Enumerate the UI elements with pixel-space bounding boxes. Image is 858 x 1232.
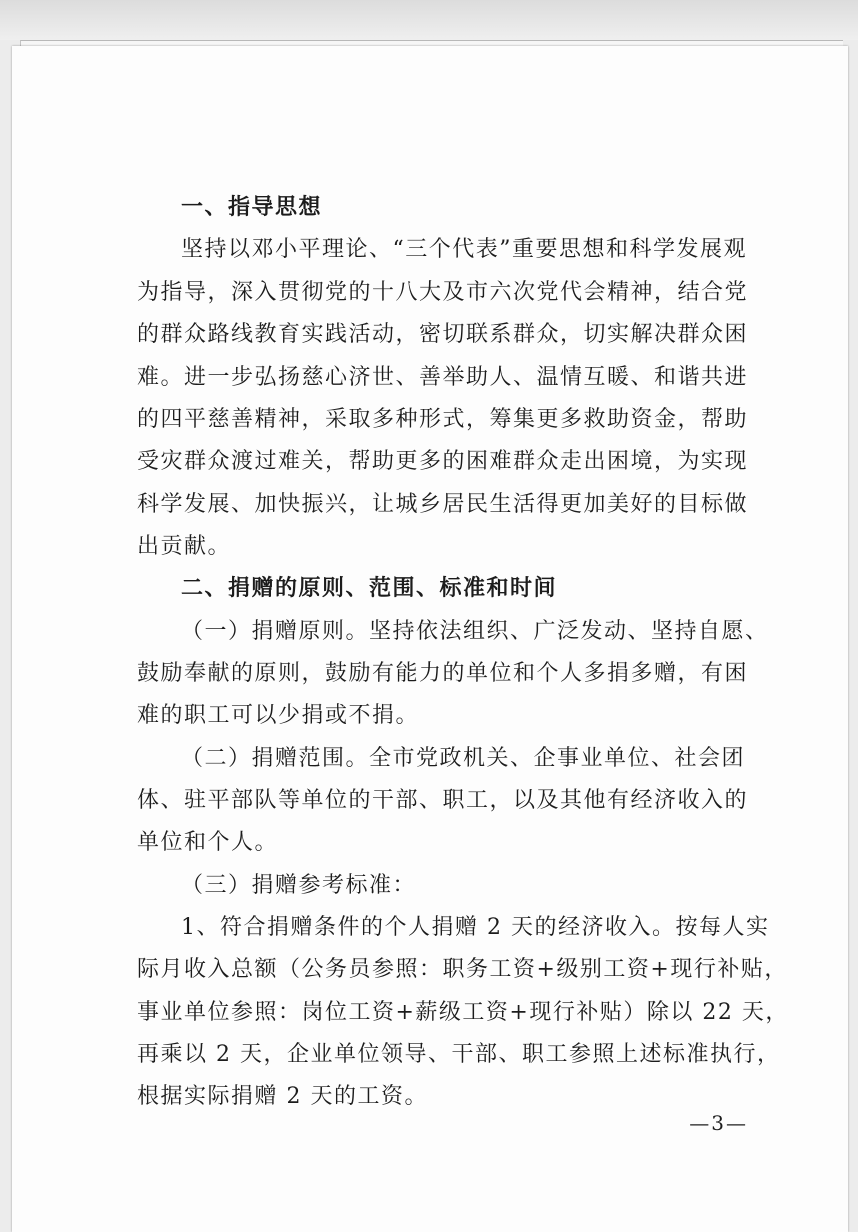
section-heading-guiding-ideology: 一、指导思想 (181, 195, 323, 220)
paragraph-line: 1、符合捐赠条件的个人捐赠 2 天的经济收入。按每人实 (181, 915, 770, 940)
subheading-reference-standard: （三）捐赠参考标准： (181, 873, 417, 898)
section-heading-donation-principles: 二、捐赠的原则、范围、标准和时间 (181, 576, 558, 601)
page-number: —3— (689, 1111, 748, 1135)
paragraph-line: 的四平慈善精神，采取多种形式，筹集更多救助资金，帮助 (137, 407, 749, 432)
paragraph-line: 科学发展、加快振兴，让城乡居民生活得更加美好的目标做 (137, 492, 749, 517)
paragraph-line: 难的职工可以少捐或不捐。 (137, 703, 420, 728)
paragraph-line: 出贡献。 (137, 534, 232, 559)
paragraph-line: （一）捐赠原则。坚持依法组织、广泛发动、坚持自愿、 (181, 619, 769, 644)
paragraph-line: 根据实际捐赠 2 天的工资。 (137, 1084, 428, 1109)
paragraph-line: 为指导，深入贯彻党的十八大及市六次党代会精神，结合党 (137, 280, 749, 305)
paragraph-line: 鼓励奉献的原则，鼓励有能力的单位和个人多捐多赠，有困 (137, 661, 749, 686)
paragraph-line: （二）捐赠范围。全市党政机关、企事业单位、社会团 (181, 746, 746, 771)
paragraph-line: 事业单位参照：岗位工资+薪级工资+现行补贴）除以 22 天， (137, 1000, 789, 1025)
paragraph-line: 难。进一步弘扬慈心济世、善举助人、温情互暖、和谐共进 (137, 365, 749, 390)
paragraph-line: 的群众路线教育实践活动，密切联系群众，切实解决群众困 (137, 322, 749, 347)
scanner-top-edge (0, 0, 858, 40)
paragraph-line: 坚持以邓小平理论、“三个代表”重要思想和科学发展观 (181, 237, 747, 262)
paragraph-line: 单位和个人。 (137, 830, 279, 855)
paragraph-line: 体、驻平部队等单位的干部、职工，以及其他有经济收入的 (137, 788, 749, 813)
paragraph-line: 受灾群众渡过难关，帮助更多的困难群众走出困境，为实现 (137, 449, 749, 474)
paragraph-line: 际月收入总额（公务员参照：职务工资+级别工资+现行补贴， (137, 957, 788, 982)
paragraph-line: 再乘以 2 天，企业单位领导、干部、职工参照上述标准执行， (137, 1042, 781, 1067)
